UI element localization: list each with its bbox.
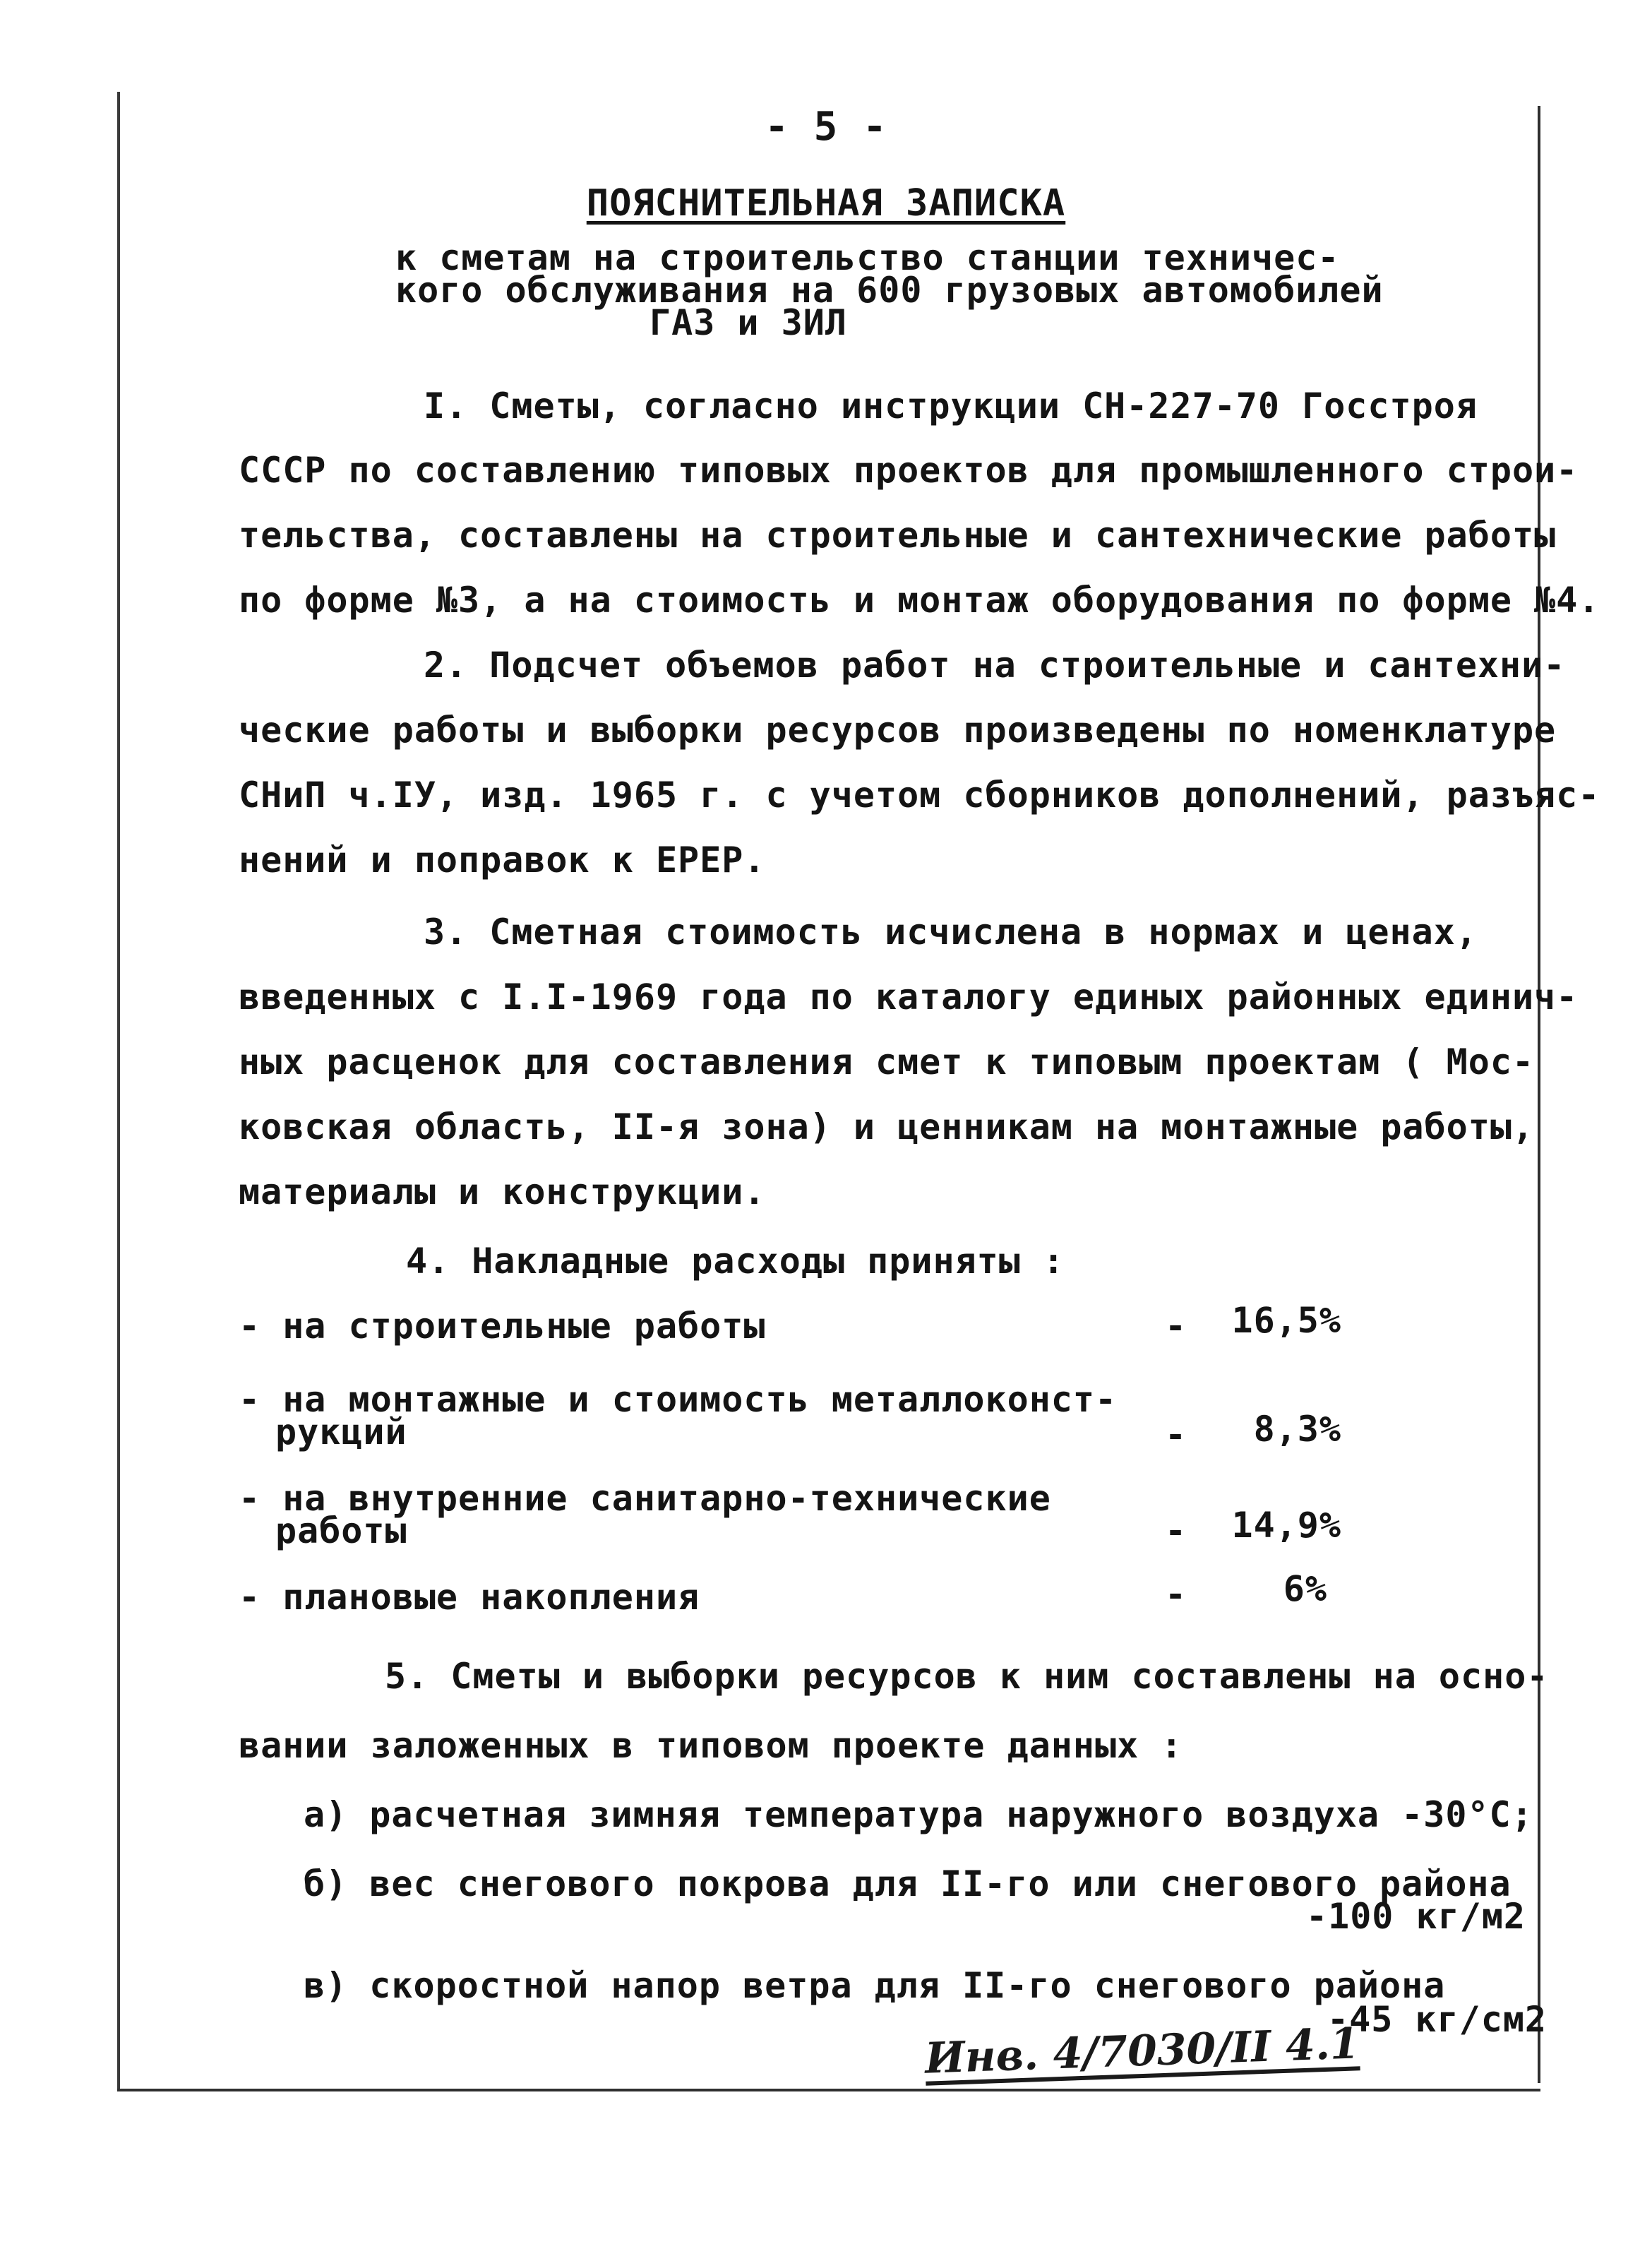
page-frame-left — [117, 92, 120, 2090]
document-title: ПОЯСНИТЕЛЬНАЯ ЗАПИСКА — [586, 182, 1066, 225]
paragraph-3-line-4: ковская область, II-я зона) и ценникам на монтажные работы, — [239, 1106, 1535, 1147]
condition-a: а) расчетная зимняя температура наружного воздуха -30°С; — [304, 1794, 1533, 1835]
overhead-item-3-line-2: работы — [275, 1510, 407, 1551]
overhead-value-1: 16,5% — [1231, 1300, 1341, 1341]
page-frame-bottom — [117, 2089, 1540, 2091]
paragraph-5-line-1: 5. Сметы и выборки ресурсов к ним составлены на осно- — [385, 1656, 1549, 1697]
overhead-dash-3: - — [1165, 1510, 1187, 1551]
paragraph-2-line-3: СНиП ч.IУ, изд. 1965 г. с учетом сборников дополнений, разъяс- — [239, 775, 1600, 816]
condition-b-value: -100 кг/м2 — [1306, 1896, 1526, 1937]
overhead-item-1: - на строительные работы — [239, 1306, 766, 1347]
paragraph-2-line-1: 2. Подсчет объемов работ на строительные и сантехни- — [424, 645, 1566, 686]
paragraph-3-line-2: введенных с I.I-1969 года по каталогу единых районных единич- — [239, 977, 1579, 1017]
overhead-value-4: 6% — [1283, 1568, 1327, 1609]
paragraph-3-line-3: ных расценок для составления смет к типовым проектам ( Мос- — [239, 1042, 1535, 1082]
paragraph-2-line-2: ческие работы и выборки ресурсов произведены по номенклатуре — [239, 710, 1557, 751]
condition-c-value: -45 кг/см2 — [1327, 1999, 1548, 2040]
paragraph-1-line-4: по форме №3, а на стоимость и монтаж оборудования по форме №4. — [239, 580, 1600, 621]
paragraph-3-line-1: 3. Сметная стоимость исчислена в нормах и ценах, — [424, 912, 1478, 953]
overhead-dash-2: - — [1165, 1414, 1187, 1455]
page-number: - 5 - — [765, 104, 887, 150]
condition-c: в) скоростной напор ветра для II-го снегового района — [304, 1965, 1446, 2006]
overhead-item-3-line-1: - на внутренние санитарно-технические — [239, 1478, 1051, 1519]
inventory-number-signature: Инв. 4/7030/II 4.1 — [923, 2019, 1360, 2084]
overhead-value-3: 14,9% — [1231, 1505, 1341, 1546]
overhead-item-2-line-2: рукций — [275, 1412, 407, 1452]
paragraph-1-line-1: I. Сметы, согласно инструкции СН-227-70 Госстроя — [424, 386, 1478, 426]
condition-b: б) вес снегового покрова для II-го или снегового района — [304, 1863, 1512, 1904]
paragraph-2-line-4: нений и поправок к ЕРЕР. — [239, 840, 766, 881]
subtitle-line-1: к сметам на строительство станции техничес- — [395, 237, 1340, 278]
overhead-dash-1: - — [1165, 1306, 1187, 1347]
page-frame-right — [1538, 106, 1540, 2083]
subtitle-line-3: ГАЗ и ЗИЛ — [650, 302, 847, 343]
overhead-item-4: - плановые накопления — [239, 1577, 700, 1618]
overhead-item-2-line-1: - на монтажные и стоимость металлоконст- — [239, 1379, 1118, 1420]
overhead-dash-4: - — [1165, 1574, 1187, 1615]
subtitle-line-2: кого обслуживания на 600 грузовых автомобилей — [395, 270, 1384, 311]
paragraph-1-line-3: тельства, составлены на строительные и сантехнические работы — [239, 515, 1557, 556]
paragraph-3-line-5: материалы и конструкции. — [239, 1171, 766, 1212]
overhead-value-2: 8,3% — [1253, 1409, 1341, 1450]
paragraph-5-line-2: вании заложенных в типовом проекте данных : — [239, 1725, 1183, 1766]
paragraph-1-line-2: СССР по составлению типовых проектов для промышленного строи- — [239, 450, 1579, 491]
paragraph-4-heading: 4. Накладные расходы приняты : — [406, 1241, 1065, 1282]
